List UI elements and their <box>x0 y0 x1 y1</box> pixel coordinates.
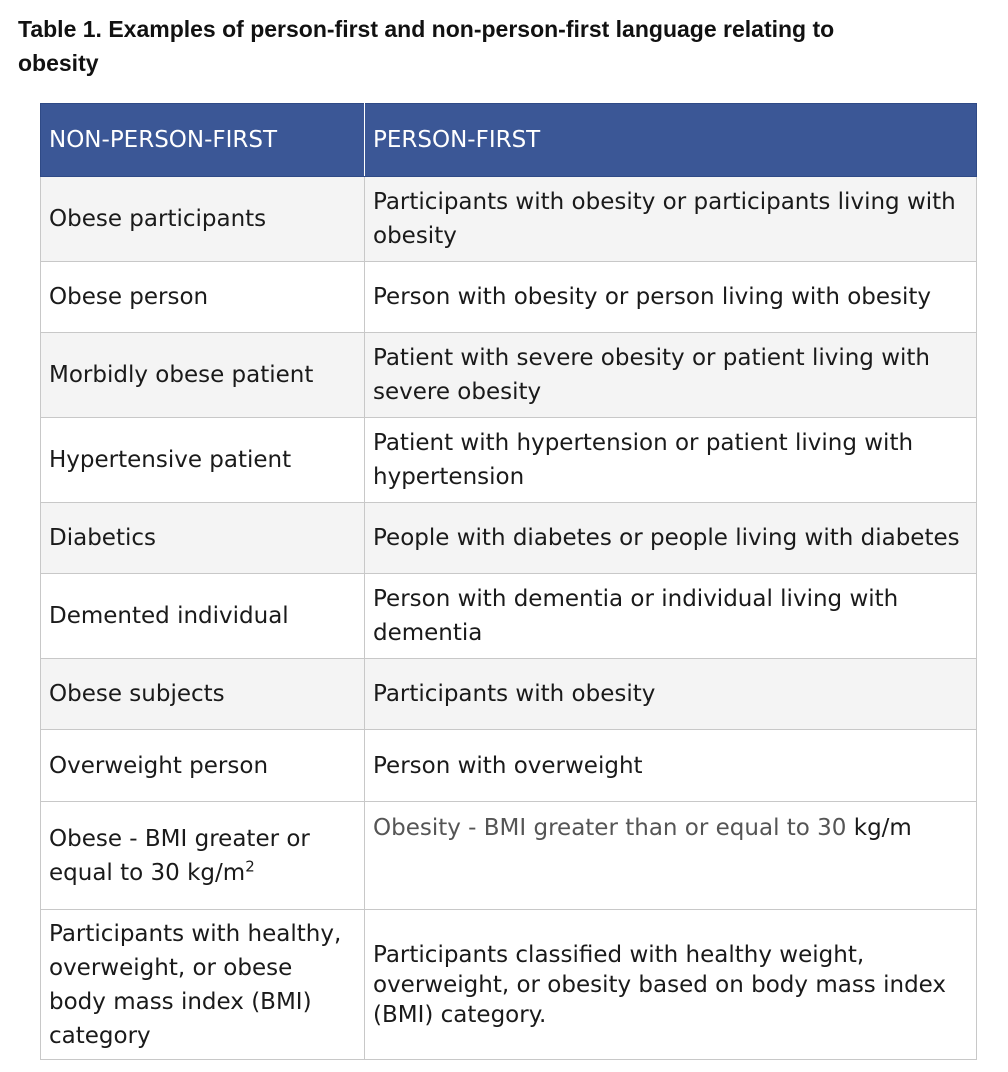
person-first-cell: Person with dementia or individual living with dementia <box>365 574 977 659</box>
language-table <box>40 103 977 1060</box>
non-person-first-cell: Diabetics <box>41 503 365 574</box>
table-row <box>41 333 977 418</box>
person-first-cell: Patient with severe obesity or patient living with severe obesity <box>365 333 977 418</box>
non-person-first-cell <box>41 802 365 910</box>
non-person-first-cell: Morbidly obese patient <box>41 333 365 418</box>
non-person-first-cell: Participants with healthy, overweight, or obese body mass index (BMI) category <box>41 910 365 1060</box>
header-row <box>41 104 977 177</box>
person-first-cell: Person with obesity or person living with obesity <box>365 262 977 333</box>
table-title <box>18 12 978 80</box>
header-person-first: PERSON-FIRST <box>365 104 977 177</box>
table-row <box>41 910 977 1060</box>
person-first-cell: Person with overweight <box>365 730 977 802</box>
table-row <box>41 503 977 574</box>
header-non-person-first: NON-PERSON-FIRST <box>41 104 365 177</box>
non-person-first-cell: Obese participants <box>41 177 365 262</box>
person-first-cell: Patient with hypertension or patient living with hypertension <box>365 418 977 503</box>
non-person-first-cell: Hypertensive patient <box>41 418 365 503</box>
table-row <box>41 730 977 802</box>
non-person-first-cell: Demented individual <box>41 574 365 659</box>
table-row <box>41 659 977 730</box>
person-first-cell <box>365 802 977 910</box>
table-row <box>41 418 977 503</box>
bmi-definition-text: Obesity - BMI greater than or equal to 30 <box>373 815 847 841</box>
person-first-cell: Participants with obesity or participants living with obesity <box>365 177 977 262</box>
bmi-definition-text: Obese - BMI greater or equal to 30 kg/m <box>49 825 310 886</box>
table-title-line-1: Table 1. Examples of person-first and non-person-first language relating to <box>18 16 835 42</box>
table-row <box>41 802 977 910</box>
non-person-first-cell: Obese person <box>41 262 365 333</box>
non-person-first-cell: Overweight person <box>41 730 365 802</box>
unit-text: kg/m <box>853 815 912 841</box>
non-person-first-cell: Obese subjects <box>41 659 365 730</box>
table-row <box>41 177 977 262</box>
squared-superscript: 2 <box>245 856 255 875</box>
table-row <box>41 262 977 333</box>
person-first-cell: Participants with obesity <box>365 659 977 730</box>
person-first-cell: People with diabetes or people living with diabetes <box>365 503 977 574</box>
table-row <box>41 574 977 659</box>
person-first-cell: Participants classified with healthy weight, overweight, or obesity based on body mass index (BMI) category. <box>365 910 977 1060</box>
table-title-line-2: obesity <box>18 50 99 76</box>
